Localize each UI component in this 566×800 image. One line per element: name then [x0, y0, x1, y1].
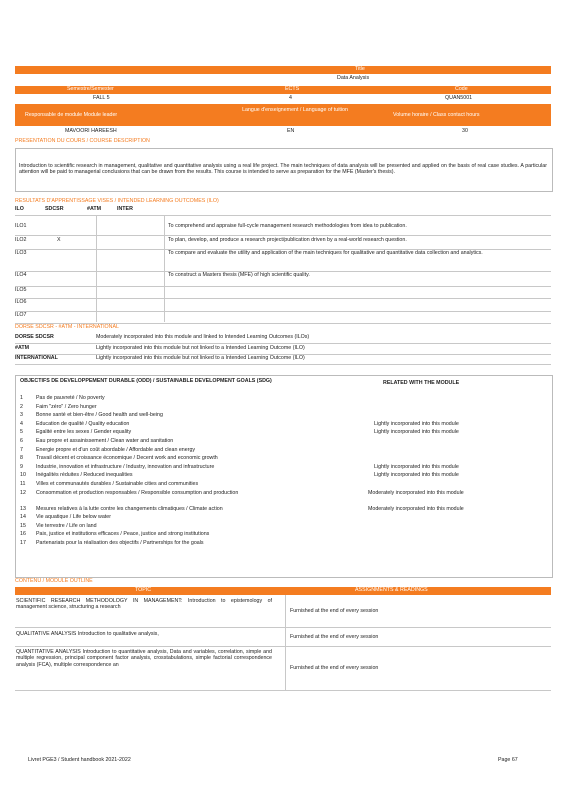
sdg-goal-text: Energie propre et d'un coût abordable / Affordable and clean energy	[36, 446, 196, 453]
sdg-number: 14	[20, 514, 26, 521]
sdg-related: Moderately incorporated into this module	[368, 489, 464, 496]
sdg-goal-text: Partenariats pour la réalisation des objectifs / Partnerships for the goals	[36, 540, 204, 546]
content-col-divider	[285, 595, 286, 690]
sdg-number: 2	[20, 403, 23, 410]
ilo-col-divider	[164, 215, 165, 322]
ilo-col-sdcsr: SDCSR	[45, 206, 64, 212]
sdg-related: Lightly incorporated into this module	[374, 429, 459, 436]
sdg-goal-text: Industrie, innovation et infrastructure / Industry, innovation and infrastructure	[36, 463, 215, 470]
ilo-col-divider	[96, 215, 97, 322]
sdg-number: 11	[20, 481, 26, 487]
sdg-goal-text: Inégalités réduites / Reduced inequalities	[36, 472, 133, 479]
langue-value: EN	[287, 128, 295, 134]
sdg-number: 3	[20, 412, 23, 419]
sdg-goal-text: Mesures relatives à la lutte contre les changements climatiques / Climate action	[36, 505, 223, 512]
sdg-goal-text: Eau propre et assainissement / Clean water and sanitation	[36, 438, 174, 444]
legend-text: Lightly incorporated into this module but not linked to a Intended Learning Outcome (ILO)	[96, 345, 305, 351]
sdg-goal-text: Travail décent et croissance économique / Decent work and economic growth	[36, 455, 218, 462]
sdg-related: Lightly incorporated into this module	[374, 472, 459, 479]
sdg-related-heading: RELATED WITH THE MODULE	[383, 380, 460, 386]
ilo-id: ILO5	[15, 287, 27, 293]
ilo-text: To plan, develop, and produce a research project/publication driven by a real-world research question.	[168, 237, 407, 243]
sdg-number: 15	[20, 522, 26, 529]
presentation-box	[15, 148, 553, 192]
sdg-number: 4	[20, 420, 23, 427]
responsable-values	[15, 128, 551, 136]
presentation-heading: PRESENTATION DU COURS / COURSE DESCRIPTION	[15, 138, 150, 144]
responsable-bar	[15, 104, 551, 126]
ilo-id: ILO6	[15, 299, 27, 305]
sdg-goal-text: Education de qualité / Quality education	[36, 420, 130, 427]
legend-heading: DORSE SDCSR - #ATM - INTERNATIONAL	[15, 324, 119, 330]
semester-ects-code-values	[15, 95, 551, 103]
content-topic: QUANTITATIVE ANALYSIS Introduction to quantitative analysis, Data and variables, correlation, simple and multiple regression, principal component factor analysis, crosstabulations, simple factorial correspondence analysis (FCA), multiple correspondence an	[16, 649, 272, 668]
responsable-value: MAVOORI HAREESH	[65, 128, 117, 134]
code-value: QUAN5001	[445, 95, 473, 101]
content-assignment: Furnished at the end of every session	[290, 665, 379, 671]
ilo-id: ILO2	[15, 237, 27, 243]
legend-text: Lightly incorporated into this module but not linked to a Intended Learning Outcome (ILO)	[96, 355, 305, 361]
ects-label: ECTS	[285, 86, 300, 92]
semester-value: FALL 5	[93, 95, 110, 101]
legend-label: INTERNATIONAL	[15, 355, 58, 361]
topic-label: TOPIC	[135, 587, 152, 593]
sdg-number: 9	[20, 463, 23, 470]
ilo-id: ILO4	[15, 272, 27, 278]
sdg-goal-text: Pas de pauvreté / No poverty	[36, 395, 105, 401]
title-label: Title	[355, 66, 365, 72]
content-header-bar	[15, 587, 551, 595]
content-assignment: Furnished at the end of every session	[290, 634, 379, 640]
sdg-number: 8	[20, 455, 23, 462]
semester-ects-code-bar	[15, 86, 551, 94]
sdg-number: 1	[20, 395, 23, 401]
ilo-text: To compare and evaluate the utility and application of the main techniques for qualitative and quantitative data collection and analytics.	[168, 250, 483, 256]
sdg-goal-text: Faim "zéro" / Zero hunger	[36, 403, 97, 410]
content-assignment: Furnished at the end of every session	[290, 608, 379, 614]
langue-label: Langue d'enseignement / Language of tuition	[242, 107, 348, 113]
legend-label: DORSE SDCSR	[15, 334, 54, 340]
content-heading: CONTENU / MODULE OUTLINE	[15, 578, 93, 584]
presentation-text: Introduction to scientific research in management, qualitative and quantitative analysis using a real life project. The main techniques of data analysis will be presented and applied on the basis of real case studies. A particular attention will be paid to managerial conclusions that can be drawn from the results. This course is intended to serve as preparation for the MFE (Master's thesis).	[19, 163, 547, 176]
sdg-number: 5	[20, 429, 23, 436]
ilo-id: ILO1	[15, 223, 27, 229]
code-label: Code	[455, 86, 468, 92]
title-value-row	[15, 75, 551, 83]
sdg-heading: OBJECTIFS DE DEVELOPPEMENT DURABLE (ODD) / SUSTAINABLE DEVELOPMENT GOALS (SDG)	[20, 378, 272, 384]
content-topic: SCIENTIFIC RESEARCH METHODOLOGY IN MANAGEMENT: Introduction to epistemology of management science, structuring a research	[16, 598, 272, 611]
legend-row-divider	[15, 343, 551, 344]
ilo-heading: RESULTATS D'APPRENTISSAGE VISES / INTENDED LEARNING OUTCOMES (ILO)	[15, 198, 219, 204]
ilo-col-inter: INTER	[117, 206, 133, 212]
sdg-goal-text: Vie aquatique / Life below water	[36, 514, 111, 521]
footer-left: Livret PGE3 / Student handbook 2021-2022	[28, 757, 131, 763]
sdg-number: 6	[20, 438, 23, 444]
sdg-related: Lightly incorporated into this module	[374, 463, 459, 470]
sdg-number: 17	[20, 540, 26, 546]
legend-row-divider	[15, 364, 551, 365]
sdg-number: 16	[20, 531, 26, 538]
sdg-goal-text: Consommation et production responsables / Responsible consumption and production	[36, 489, 239, 496]
ilo-id: ILO7	[15, 312, 27, 318]
content-topic: QUALITATIVE ANALYSIS Introduction to qualitative analysis,	[16, 631, 159, 637]
ilo-id: ILO3	[15, 250, 27, 256]
page-number: Page 67	[498, 757, 518, 763]
sdg-goal-text: Vie terrestre / Life on land	[36, 522, 97, 529]
sdg-related: Moderately incorporated into this module	[368, 505, 464, 512]
ilo-text: To construct a Masters thesis (MFE) of high scientific quality.	[168, 272, 310, 278]
responsable-label: Responsable de module Module leader	[25, 112, 118, 118]
volume-value: 30	[462, 128, 468, 134]
title-label-bar	[15, 66, 551, 74]
ects-value: 4	[289, 95, 292, 101]
assign-label: ASSIGNMENTS & READINGS	[355, 587, 428, 593]
sdg-number: 7	[20, 446, 23, 453]
content-row-divider	[15, 646, 551, 647]
semester-label: Semestre/Semester	[67, 86, 114, 92]
ilo-col-ilo: ILO	[15, 206, 24, 212]
title-value: Data Analysis	[337, 75, 370, 81]
sdg-number: 10	[20, 472, 26, 479]
sdg-goal-text: Egalité entre les sexes / Gender equality	[36, 429, 132, 436]
legend-text: Moderately incorporated into this module and linked to Intended Learning Outcomes (ILOs)	[96, 334, 310, 340]
sdg-goal-text: Bonne santé et bien-être / Good health and well-being	[36, 412, 163, 419]
sdg-goal-text: Villes et communautés durables / Sustainable cities and communities	[36, 481, 199, 487]
sdg-goal-text: Paix, justice et institutions efficaces / Peace, justice and strong institutions	[36, 531, 210, 538]
legend-label: #ATM	[15, 345, 30, 351]
ilo-header-row	[15, 206, 551, 215]
content-row-divider	[15, 690, 551, 691]
sdg-related: Lightly incorporated into this module	[374, 420, 459, 427]
sdg-number: 12	[20, 489, 26, 496]
ilo-text: To comprehend and appraise full-cycle management research methodologies from idea to publication.	[168, 223, 407, 229]
sdg-number: 13	[20, 505, 26, 512]
volume-label: Volume horaire / Class contact hours	[393, 112, 480, 118]
ilo-sdcsr-mark: X	[57, 237, 61, 243]
ilo-col-atm: #ATM	[87, 206, 102, 212]
content-row-divider	[15, 627, 551, 628]
